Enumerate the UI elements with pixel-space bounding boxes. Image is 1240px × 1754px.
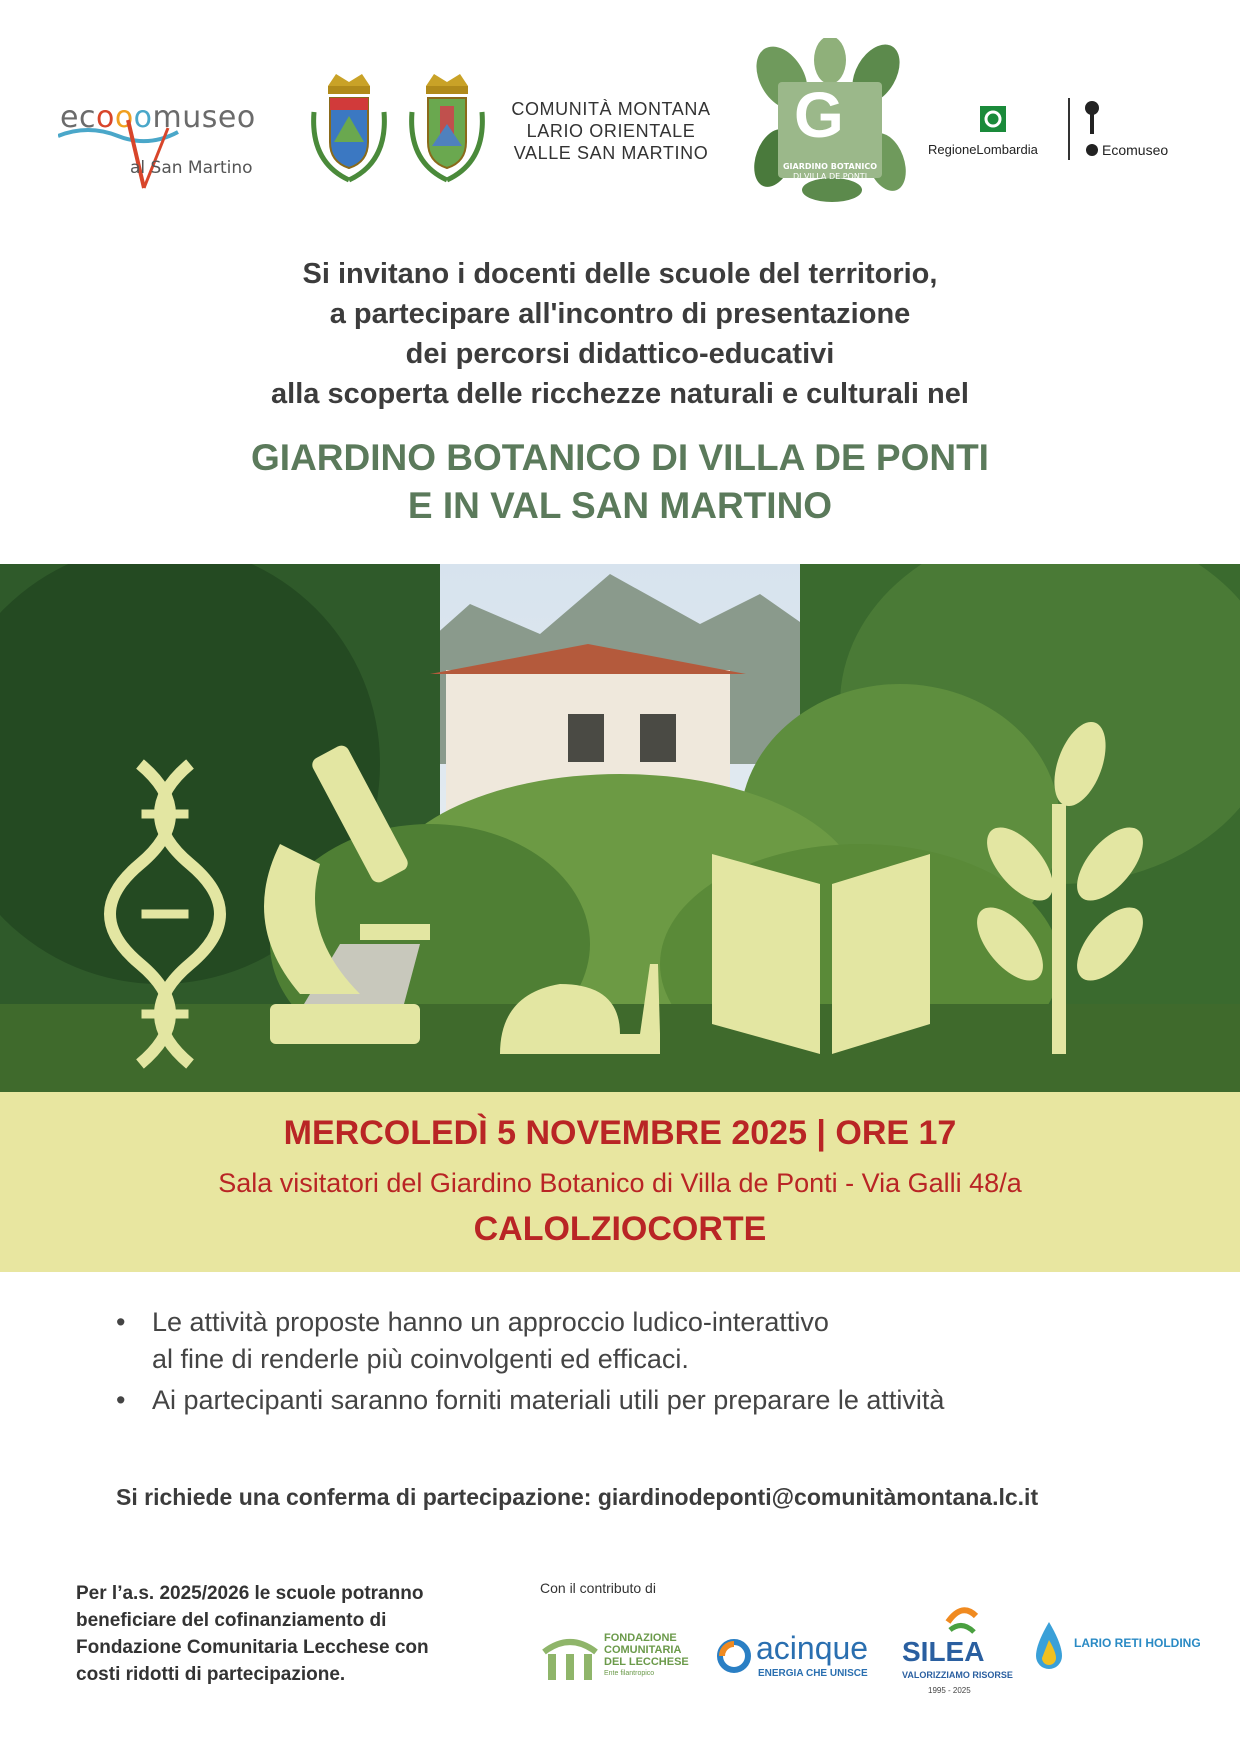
giardino-logo-line: GIARDINO BOTANICO	[782, 162, 878, 171]
cofinancing-line: beneficiare del cofinanziamento di	[76, 1610, 387, 1631]
fcl-line: COMUNITARIA	[604, 1644, 682, 1656]
acinque-swirl-icon	[716, 1638, 752, 1674]
villa-garden-photo	[0, 564, 1240, 1094]
eco-subtitle: al San Martino	[130, 158, 253, 178]
list-item-line: • Ai partecipanti saranno forniti materiali utili per preparare le attività	[152, 1385, 945, 1415]
list-item	[112, 1304, 1192, 1378]
silea-swirl-icon	[942, 1602, 982, 1636]
rsvp-request: Si richiede una conferma di partecipazione: giardinodeponti@comunitàmontana.lc.it	[116, 1484, 1039, 1510]
cm-line: VALLE SAN MARTINO	[513, 143, 709, 163]
people-arch-icon	[540, 1632, 600, 1682]
lombardia-rose-icon	[980, 106, 1006, 132]
invitation-line: a partecipare all'incontro di presentazione	[329, 298, 911, 330]
event-headline	[60, 434, 1180, 530]
ecomuseo-logo	[1080, 98, 1210, 162]
event-date-time: MERCOLEDÌ 5 NOVEMBRE 2025 | ORE 17	[283, 1114, 957, 1152]
cofinancing-note	[76, 1580, 516, 1688]
headline-line: E IN VAL SAN MARTINO	[407, 485, 833, 526]
fcl-line: DEL LECCHESE	[604, 1656, 689, 1668]
giardino-logo-line: DI VILLA DE PONTI	[792, 172, 868, 181]
invitation-text	[60, 254, 1180, 414]
acinque-logo	[716, 1630, 886, 1686]
activity-notes-list	[112, 1304, 1192, 1423]
invitation-line: dei percorsi didattico-educativi	[405, 338, 835, 370]
silea-tagline: VALORIZZIAMO RISORSE	[902, 1670, 1013, 1680]
fcl-line: Ente filantropico	[604, 1670, 655, 1677]
cm-line: LARIO ORIENTALE	[526, 121, 696, 141]
event-venue: Sala visitatori del Giardino Botanico di Villa de Ponti - Via Galli 48/a	[218, 1168, 1022, 1198]
lario-reti-holding-logo	[1032, 1620, 1228, 1684]
cm-line: COMUNITÀ MONTANA	[511, 99, 711, 119]
fondazione-comunitaria-logo	[540, 1630, 708, 1686]
regione-lombardia-text: RegioneLombardia	[928, 142, 1038, 157]
giardino-botanico-logo	[752, 38, 908, 204]
headline-line: GIARDINO BOTANICO DI VILLA DE PONTI	[251, 437, 989, 478]
lario-name: LARIO RETI HOLDING	[1074, 1636, 1201, 1650]
ecomuseo-mark-icon	[1080, 98, 1102, 162]
list-item	[112, 1382, 1192, 1419]
silea-name: SILEA	[902, 1636, 985, 1667]
comunita-montana-name	[496, 98, 726, 164]
event-city: CALOLZIOCORTE	[473, 1210, 767, 1248]
acinque-name: acinque	[756, 1630, 869, 1666]
invitation-line: Si invitano i docenti delle scuole del territorio,	[302, 258, 938, 290]
ecomuseo-val-san-martino-logo: ecooomuseo al San Martino	[58, 72, 288, 192]
logo-divider	[1068, 98, 1070, 160]
silea-years: 1995 - 2025	[928, 1686, 971, 1695]
cofinancing-line: Per l’a.s. 2025/2026 le scuole potranno	[76, 1583, 424, 1604]
eco-word-post: museo	[152, 100, 256, 135]
water-drop-icon	[1032, 1620, 1066, 1676]
municipal-crest-icon	[306, 72, 392, 188]
list-item-line: • Le attività proposte hanno un approccio ludico-interattivo	[152, 1307, 829, 1337]
invitation-line: alla scoperta delle ricchezze naturali e culturali nel	[271, 378, 969, 410]
sponsors-label: Con il contributo di	[540, 1580, 656, 1596]
giardino-g-icon: G	[794, 79, 844, 151]
cofinancing-line: Fondazione Comunitaria Lecchese con	[76, 1637, 429, 1658]
fcl-line: FONDAZIONE	[604, 1632, 677, 1644]
acinque-tagline: ENERGIA CHE UNISCE	[758, 1668, 868, 1679]
ecomuseo-text: Ecomuseo	[1102, 142, 1169, 158]
wave-icon	[58, 118, 188, 192]
event-details-band	[0, 1092, 1240, 1272]
municipal-crest-icon	[404, 72, 490, 188]
silea-logo	[902, 1602, 1026, 1698]
regione-lombardia-logo	[928, 106, 1068, 166]
cofinancing-line: costi ridotti di partecipazione.	[76, 1664, 346, 1685]
list-item-line: al fine di renderle più coinvolgenti ed efficaci.	[152, 1344, 689, 1374]
eco-word-pre: ec	[60, 100, 96, 135]
